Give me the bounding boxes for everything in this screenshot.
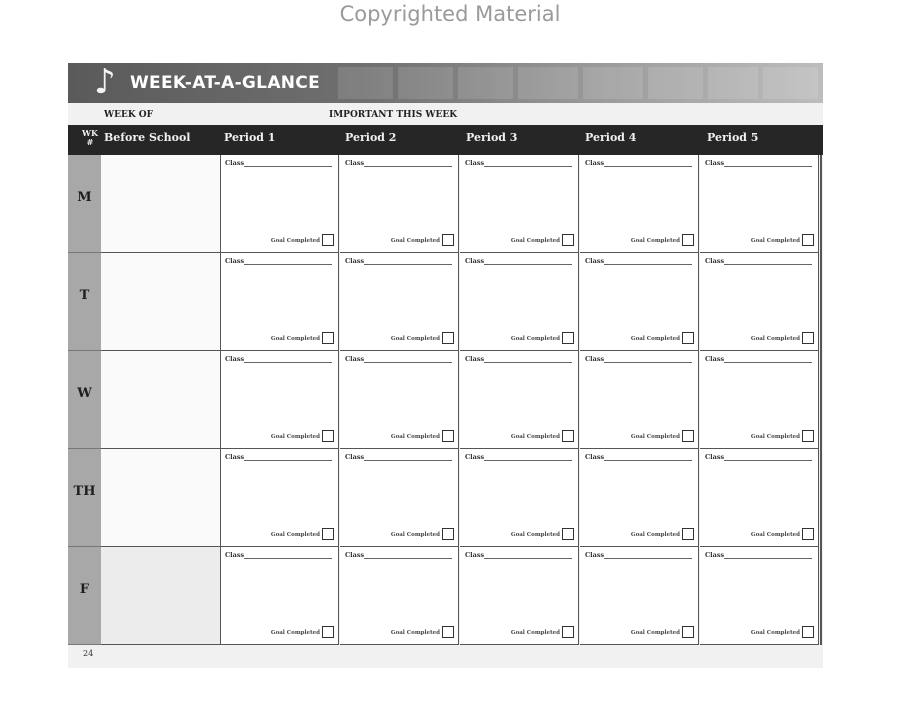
before-school-cell[interactable]	[101, 449, 221, 547]
watermark: Copyrighted Material	[339, 2, 561, 26]
goal-completed-checkbox[interactable]	[562, 332, 574, 344]
goal-completed-label: Goal Completed	[510, 434, 560, 440]
goal-completed-checkbox[interactable]	[562, 430, 574, 442]
class-write-line[interactable]	[244, 166, 332, 167]
class-write-line[interactable]	[484, 558, 572, 559]
goal-completed-label: Goal Completed	[510, 532, 560, 538]
banner-title: WEEK-AT-A-GLANCE	[130, 73, 320, 93]
class-write-line[interactable]	[364, 264, 452, 265]
goal-completed-checkbox[interactable]	[682, 234, 694, 246]
period-cell[interactable]	[580, 253, 699, 351]
goal-completed-label: Goal Completed	[630, 434, 680, 440]
period-4-header: Period 4	[585, 131, 637, 144]
period-cell[interactable]	[700, 155, 819, 253]
period-cell[interactable]	[220, 547, 339, 645]
goal-completed-checkbox[interactable]	[562, 626, 574, 638]
class-write-line[interactable]	[724, 166, 812, 167]
goal-completed-checkbox[interactable]	[562, 528, 574, 540]
goal-completed-label: Goal Completed	[630, 238, 680, 244]
column-header-bar	[68, 125, 823, 155]
class-write-line[interactable]	[604, 362, 692, 363]
grid-right-border	[820, 155, 822, 645]
period-2-header: Period 2	[345, 131, 397, 144]
day-label: TH	[73, 484, 96, 499]
goal-completed-checkbox[interactable]	[442, 626, 454, 638]
period-cell[interactable]	[580, 351, 699, 449]
class-label: Class	[465, 453, 485, 461]
class-label: Class	[465, 257, 485, 265]
period-cell[interactable]	[220, 449, 339, 547]
goal-completed-checkbox[interactable]	[442, 528, 454, 540]
before-school-cell[interactable]	[101, 253, 221, 351]
class-write-line[interactable]	[604, 166, 692, 167]
class-write-line[interactable]	[724, 362, 812, 363]
period-cell[interactable]	[340, 351, 459, 449]
period-3-header: Period 3	[466, 131, 518, 144]
period-5-header: Period 5	[707, 131, 759, 144]
class-write-line[interactable]	[724, 264, 812, 265]
week-of-label: WEEK OF	[104, 110, 154, 120]
class-label: Class	[345, 551, 365, 559]
goal-completed-checkbox[interactable]	[682, 430, 694, 442]
class-label: Class	[585, 551, 605, 559]
period-cell[interactable]	[580, 547, 699, 645]
class-label: Class	[225, 551, 245, 559]
class-write-line[interactable]	[604, 264, 692, 265]
goal-completed-label: Goal Completed	[270, 630, 320, 636]
before-school-cell[interactable]	[101, 155, 221, 253]
class-label: Class	[225, 159, 245, 167]
goal-completed-checkbox[interactable]	[802, 528, 814, 540]
class-label: Class	[705, 551, 725, 559]
goal-completed-label: Goal Completed	[270, 238, 320, 244]
goal-completed-checkbox[interactable]	[322, 430, 334, 442]
goal-completed-checkbox[interactable]	[802, 234, 814, 246]
class-label: Class	[705, 257, 725, 265]
week-number-header: WK #	[82, 128, 98, 147]
banner	[68, 63, 823, 103]
class-label: Class	[345, 257, 365, 265]
class-label: Class	[585, 159, 605, 167]
period-cell[interactable]	[700, 253, 819, 351]
period-cell[interactable]	[460, 155, 579, 253]
goal-completed-checkbox[interactable]	[802, 430, 814, 442]
class-write-line[interactable]	[724, 460, 812, 461]
class-write-line[interactable]	[364, 558, 452, 559]
goal-completed-label: Goal Completed	[510, 336, 560, 342]
period-cell[interactable]	[460, 351, 579, 449]
class-write-line[interactable]	[484, 264, 572, 265]
day-label: T	[79, 288, 90, 303]
class-label: Class	[585, 453, 605, 461]
goal-completed-label: Goal Completed	[390, 532, 440, 538]
day-label: F	[79, 582, 90, 597]
period-cell[interactable]	[340, 155, 459, 253]
period-cell[interactable]	[580, 449, 699, 547]
goal-completed-label: Goal Completed	[750, 434, 800, 440]
period-cell[interactable]	[580, 155, 699, 253]
class-label: Class	[705, 355, 725, 363]
period-cell[interactable]	[220, 253, 339, 351]
goal-completed-label: Goal Completed	[390, 630, 440, 636]
goal-completed-checkbox[interactable]	[442, 430, 454, 442]
period-cell[interactable]	[460, 253, 579, 351]
goal-completed-label: Goal Completed	[750, 238, 800, 244]
class-write-line[interactable]	[244, 558, 332, 559]
class-write-line[interactable]	[484, 166, 572, 167]
day-label: M	[77, 190, 92, 205]
class-write-line[interactable]	[244, 362, 332, 363]
goal-completed-label: Goal Completed	[390, 336, 440, 342]
period-cell[interactable]	[220, 155, 339, 253]
class-label: Class	[225, 355, 245, 363]
period-cell[interactable]	[340, 449, 459, 547]
goal-completed-checkbox[interactable]	[802, 626, 814, 638]
class-label: Class	[345, 159, 365, 167]
goal-completed-label: Goal Completed	[390, 434, 440, 440]
goal-completed-checkbox[interactable]	[322, 234, 334, 246]
period-cell[interactable]	[700, 547, 819, 645]
class-label: Class	[345, 453, 365, 461]
grid-divider	[220, 155, 221, 645]
period-cell[interactable]	[700, 351, 819, 449]
class-label: Class	[465, 355, 485, 363]
goal-completed-checkbox[interactable]	[802, 332, 814, 344]
class-write-line[interactable]	[244, 264, 332, 265]
music-note-icon: ♪	[94, 62, 116, 102]
class-write-line[interactable]	[724, 558, 812, 559]
goal-completed-label: Goal Completed	[510, 238, 560, 244]
class-label: Class	[585, 257, 605, 265]
goal-completed-checkbox[interactable]	[562, 234, 574, 246]
goal-completed-checkbox[interactable]	[682, 332, 694, 344]
class-label: Class	[465, 159, 485, 167]
period-cell[interactable]	[220, 351, 339, 449]
page-number: 24	[83, 649, 94, 658]
class-write-line[interactable]	[364, 362, 452, 363]
period-cell[interactable]	[460, 449, 579, 547]
class-label: Class	[345, 355, 365, 363]
class-write-line[interactable]	[484, 362, 572, 363]
goal-completed-checkbox[interactable]	[322, 528, 334, 540]
class-write-line[interactable]	[484, 460, 572, 461]
goal-completed-label: Goal Completed	[750, 532, 800, 538]
class-label: Class	[705, 453, 725, 461]
goal-completed-checkbox[interactable]	[442, 332, 454, 344]
period-cell[interactable]	[340, 253, 459, 351]
period-1-header: Period 1	[224, 131, 276, 144]
goal-completed-checkbox[interactable]	[682, 528, 694, 540]
class-label: Class	[705, 159, 725, 167]
class-write-line[interactable]	[604, 558, 692, 559]
important-this-week-label: IMPORTANT THIS WEEK	[329, 110, 458, 120]
goal-completed-label: Goal Completed	[270, 532, 320, 538]
goal-completed-checkbox[interactable]	[322, 626, 334, 638]
goal-completed-label: Goal Completed	[630, 336, 680, 342]
goal-completed-label: Goal Completed	[270, 336, 320, 342]
before-school-cell[interactable]	[101, 351, 221, 449]
goal-completed-checkbox[interactable]	[442, 234, 454, 246]
class-label: Class	[465, 551, 485, 559]
class-label: Class	[585, 355, 605, 363]
goal-completed-label: Goal Completed	[270, 434, 320, 440]
period-cell[interactable]	[340, 547, 459, 645]
goal-completed-label: Goal Completed	[390, 238, 440, 244]
goal-completed-checkbox[interactable]	[322, 332, 334, 344]
class-label: Class	[225, 453, 245, 461]
goal-completed-checkbox[interactable]	[682, 626, 694, 638]
planner-page	[68, 63, 823, 668]
goal-completed-label: Goal Completed	[750, 336, 800, 342]
class-write-line[interactable]	[604, 460, 692, 461]
before-school-header: Before School	[104, 131, 191, 144]
goal-completed-label: Goal Completed	[510, 630, 560, 636]
goal-completed-label: Goal Completed	[750, 630, 800, 636]
class-write-line[interactable]	[364, 166, 452, 167]
goal-completed-label: Goal Completed	[630, 532, 680, 538]
goal-completed-label: Goal Completed	[630, 630, 680, 636]
period-cell[interactable]	[700, 449, 819, 547]
day-label: W	[77, 386, 92, 401]
before-school-cell[interactable]	[101, 547, 221, 645]
period-cell[interactable]	[460, 547, 579, 645]
class-write-line[interactable]	[244, 460, 332, 461]
class-label: Class	[225, 257, 245, 265]
class-write-line[interactable]	[364, 460, 452, 461]
